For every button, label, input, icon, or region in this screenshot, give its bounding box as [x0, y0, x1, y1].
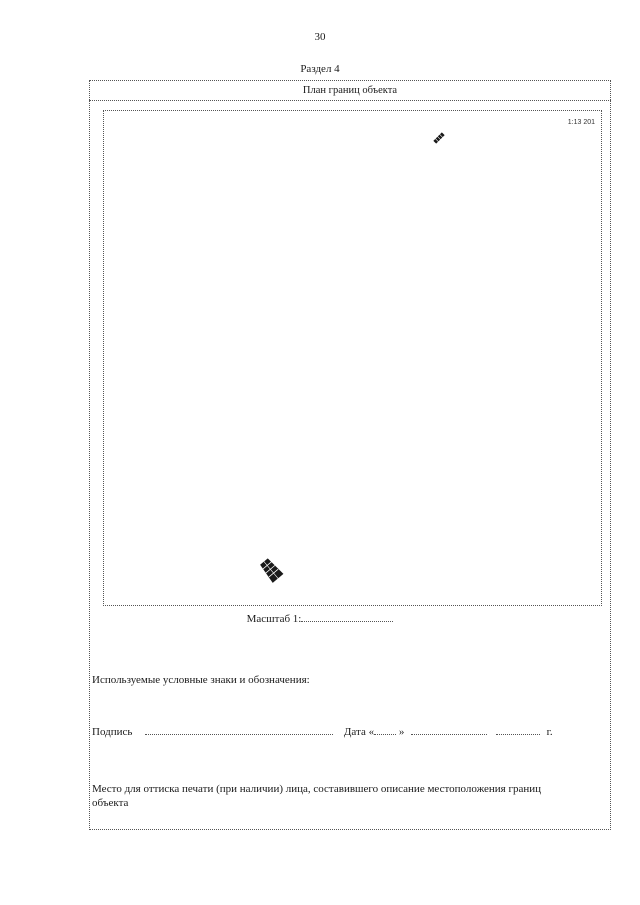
page-number: 30: [314, 31, 326, 43]
date-day-blank[interactable]: [374, 734, 396, 735]
frame-header: План границ объекта: [89, 80, 611, 101]
signature-row: [92, 726, 562, 738]
date-close: »: [398, 726, 405, 738]
date-year-blank[interactable]: [496, 734, 540, 735]
map-scale-label: 1:13 201: [567, 119, 595, 126]
year-suffix: г.: [546, 726, 553, 738]
signature-label: Подпись: [92, 726, 133, 738]
scale-blank[interactable]: [301, 621, 393, 622]
scale-line: [0, 613, 640, 625]
section-title: Раздел 4: [300, 63, 340, 75]
scale-label: Масштаб 1:: [246, 613, 302, 625]
map-feature-small: [432, 131, 446, 145]
date-label: Дата «: [343, 726, 375, 738]
symbols-label: Используемые условные знаки и обозначения:: [92, 674, 310, 686]
date-month-blank[interactable]: [411, 734, 487, 735]
map-area: [103, 110, 602, 606]
signature-blank[interactable]: [145, 734, 333, 735]
stamp-text: Место для оттиска печати (при наличии) лица, составившего описание местоположения границ объекта: [92, 783, 542, 809]
map-feature-large: [257, 556, 285, 584]
